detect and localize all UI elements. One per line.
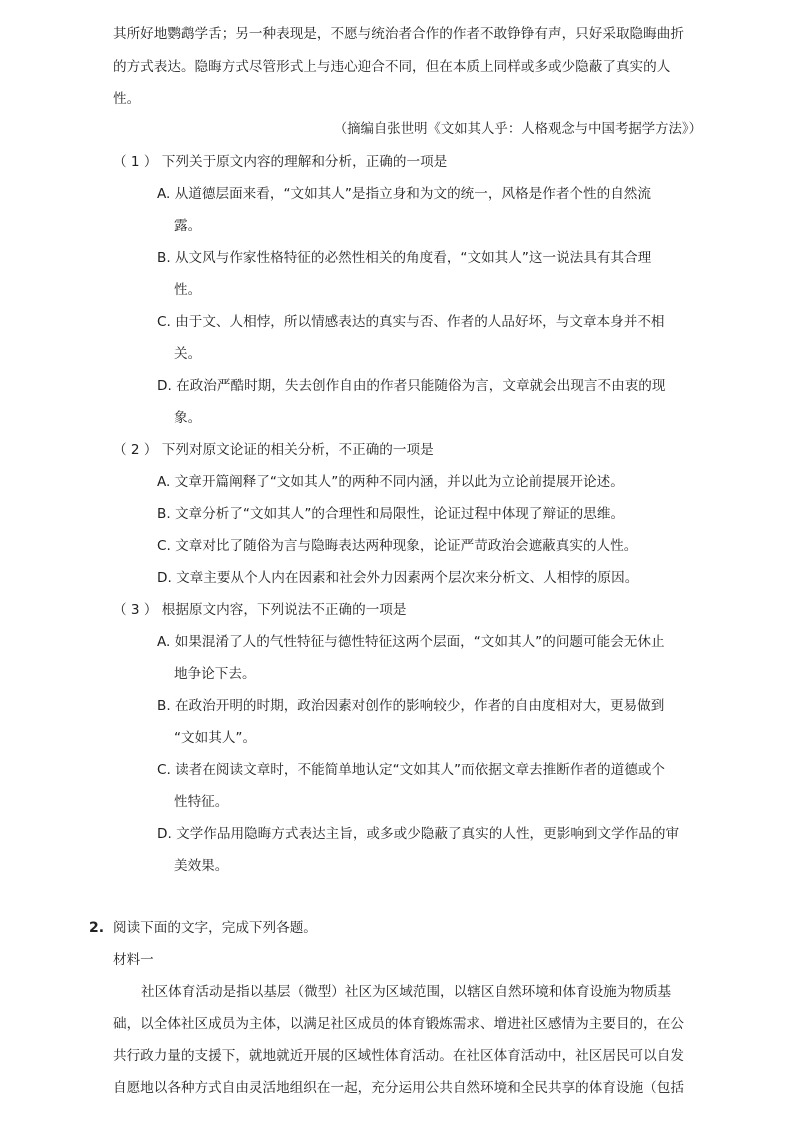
- q1-stem: （ 1 ） 下列关于原文内容的理解和分析，正确的一项是: [113, 154, 448, 170]
- intro-line-1: 其所好地鹦鹉学舌；另一种表现是，不愿与统治者合作的作者不敢铮铮有声，只好采取隐晦曲折: [113, 26, 684, 42]
- q1-option-a-line-2: 露。: [174, 218, 202, 234]
- q3-option-a-line-2: 地争论下去。: [174, 666, 256, 682]
- q1-option-d-line-2: 象。: [174, 410, 202, 426]
- intro-line-3: 性。: [113, 91, 141, 107]
- q2-option-b: B. 文章分析了“文如其人”的合理性和局限性，论证过程中体现了辩证的思维。: [157, 506, 625, 522]
- q2-option-c: C. 文章对比了随俗为言与隐晦表达两种现象，论证严苛政治会遮蔽真实的人性。: [157, 538, 638, 554]
- q1-option-c-line-1: C. 由于文、人相悖，所以情感表达的真实与否、作者的人品好坏，与文章本身并不相: [157, 314, 665, 330]
- material-line-3: 共行政力量的支援下，就地就近开展的区域性体育活动。在社区体育活动中，社区居民可以自发: [113, 1048, 684, 1064]
- q2-option-d: D. 文章主要从个人内在因素和社会外力因素两个层次来分析文、人相悖的原因。: [157, 570, 639, 586]
- q2-option-a: A. 文章开篇阐释了“文如其人”的两种不同内涵，并以此为立论前提展开论述。: [157, 474, 624, 490]
- material-label: 材料一: [113, 952, 154, 968]
- material-line-1: 社区体育活动是指以基层（微型）社区为区域范围，以辖区自然环境和体育设施为物质基: [141, 984, 672, 1000]
- source-citation: （摘编自张世明《文如其人乎：人格观念与中国考据学方法》）: [333, 122, 702, 137]
- q1-option-c-line-2: 关。: [174, 346, 202, 362]
- intro-line-2: 的方式表达。隐晦方式尽管形式上与违心迎合不同，但在本质上同样或多或少隐蔽了真实的人: [113, 59, 671, 75]
- q1-option-b-line-1: B. 从文风与作家性格特征的必然性相关的角度看，“文如其人”这一说法具有其合理: [157, 250, 652, 266]
- q3-option-d-line-1: D. 文学作品用隐晦方式表达主旨，或多或少隐蔽了真实的人性，更影响到文学作品的审: [157, 826, 680, 842]
- q3-option-b-line-2: “文如其人”。: [174, 730, 257, 746]
- q3-option-a-line-1: A. 如果混淆了人的气性特征与德性特征这两个层面，“文如其人”的问题可能会无休止: [157, 634, 665, 650]
- material-line-4: 自愿地以各种方式自由灵活地组织在一起，充分运用公共自然环境和全民共享的体育设施（包括: [113, 1080, 684, 1096]
- q1-option-d-line-1: D. 在政治严酷时期，失去创作自由的作者只能随俗为言，文章就会出现言不由衷的现: [157, 378, 666, 394]
- q3-option-c-line-1: C. 读者在阅读文章时，不能简单地认定“文如其人”而依据文章去推断作者的道德或个: [157, 762, 665, 778]
- q3-option-b-line-1: B. 在政治开明的时期，政治因素对创作的影响较少，作者的自由度相对大，更易做到: [157, 698, 665, 714]
- q3-option-c-line-2: 性特征。: [174, 794, 229, 810]
- question-number: 2.: [89, 920, 105, 936]
- q1-option-b-line-2: 性。: [174, 282, 202, 298]
- q1-option-a-line-1: A. 从道德层面来看，“文如其人”是指立身和为文的统一，风格是作者个性的自然流: [157, 186, 651, 202]
- q3-stem: （ 3 ） 根据原文内容，下列说法不正确的一项是: [113, 602, 407, 618]
- material-line-2: 础，以全体社区成员为主体，以满足社区成员的体育锻炼需求、增进社区感情为主要目的，在公: [113, 1016, 684, 1032]
- question-instruction: 阅读下面的文字，完成下列各题。: [113, 920, 317, 936]
- q2-stem: （ 2 ） 下列对原文论证的相关分析，不正确的一项是: [113, 442, 434, 458]
- q3-option-d-line-2: 美效果。: [174, 858, 229, 874]
